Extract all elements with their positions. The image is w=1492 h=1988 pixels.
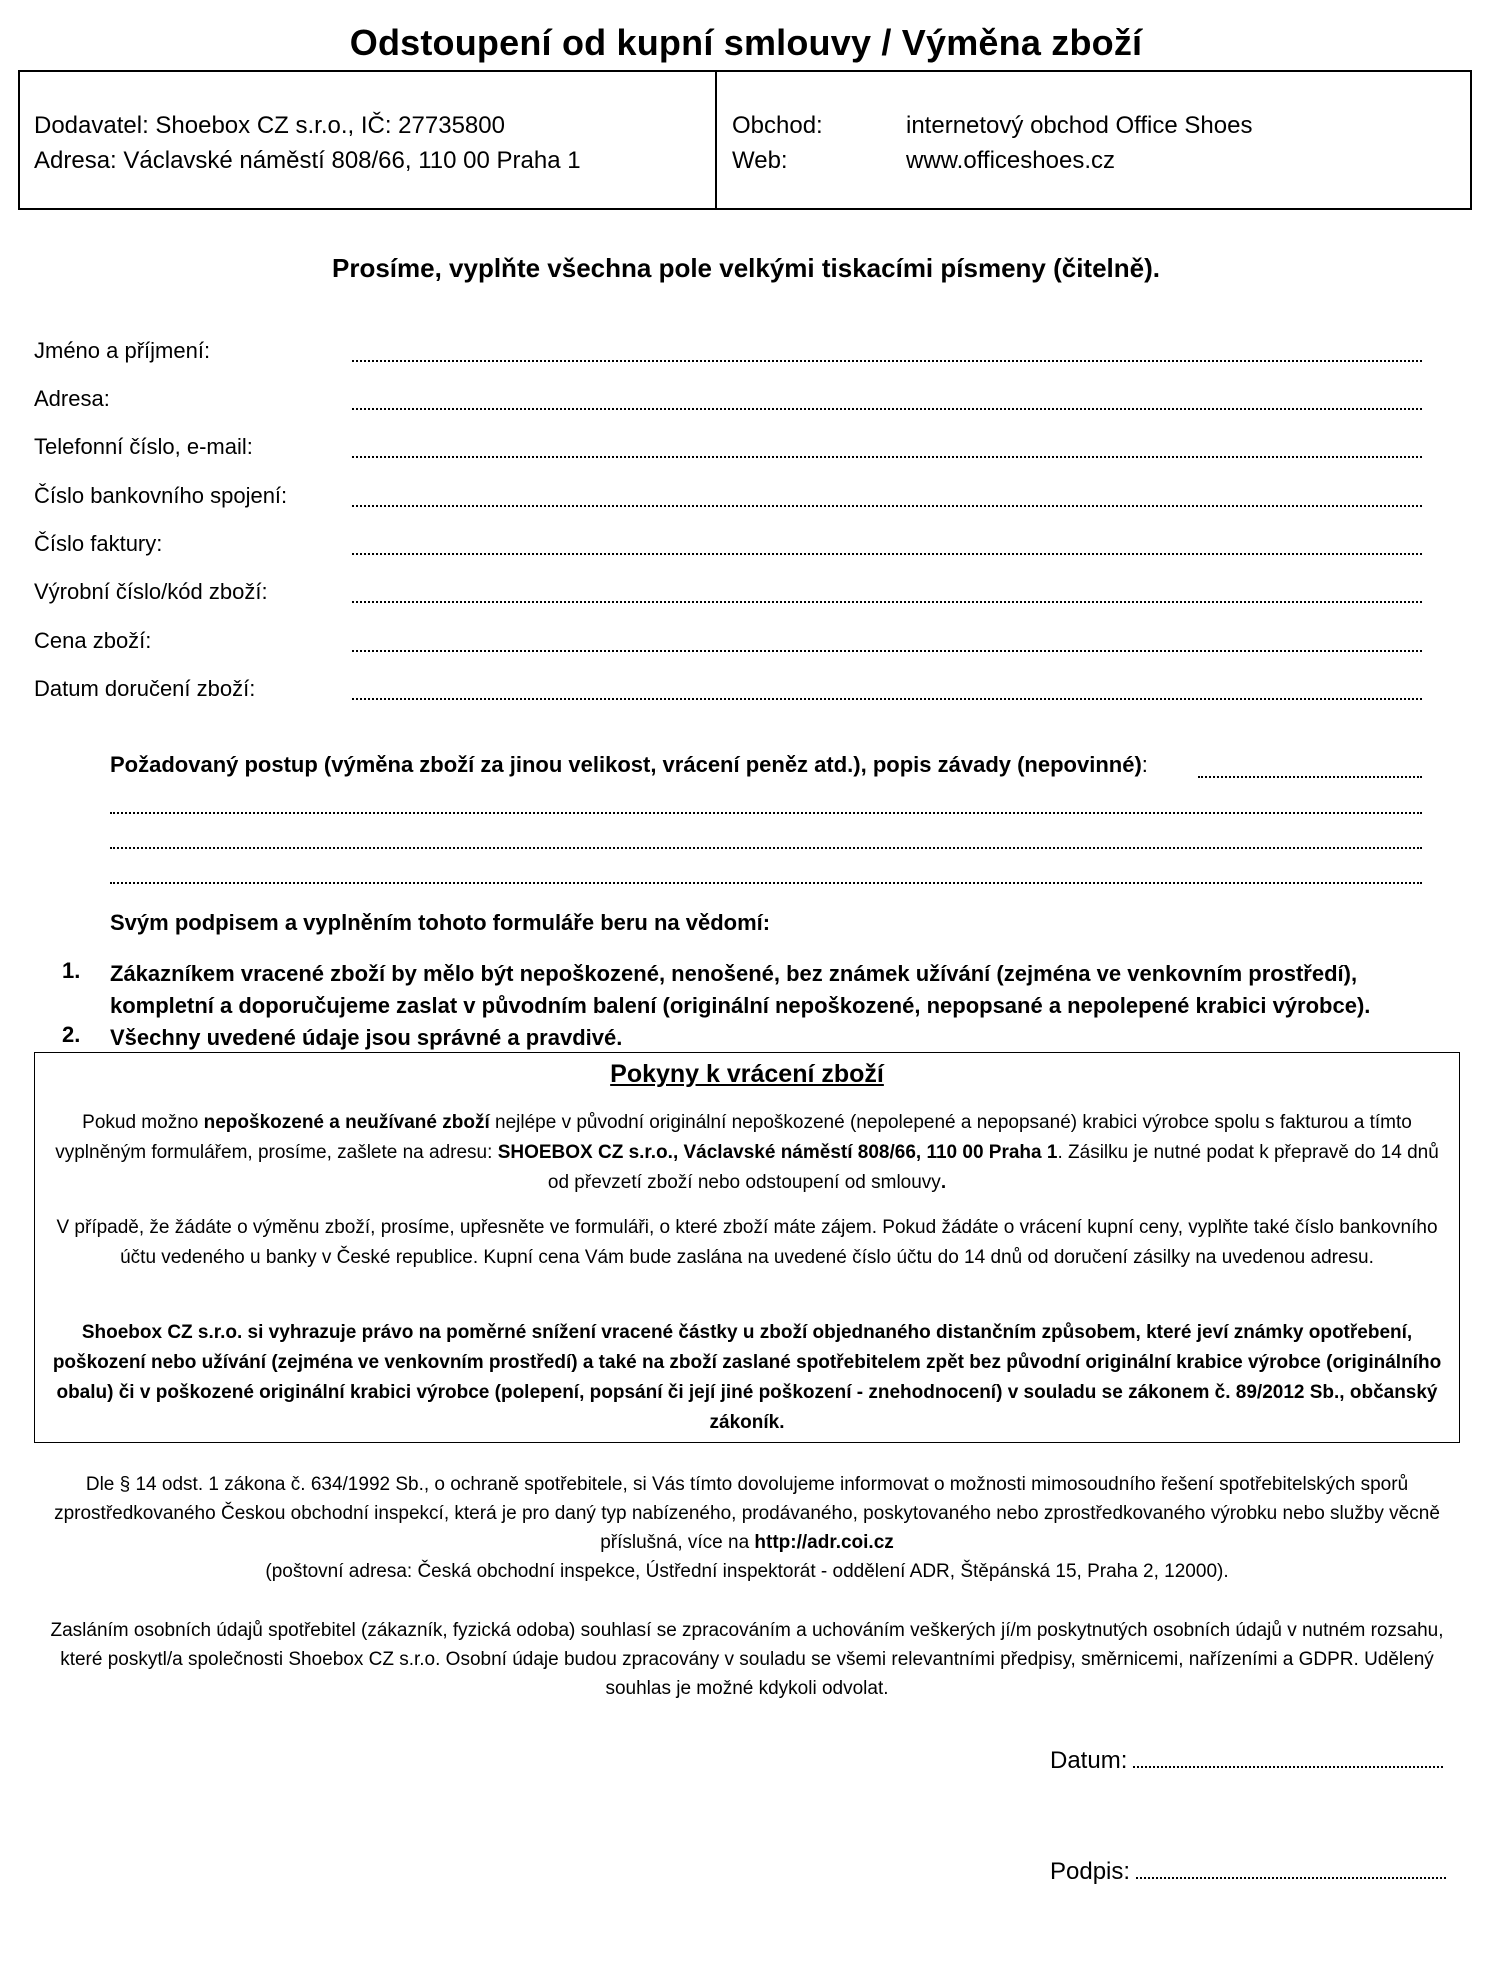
page-title: Odstoupení od kupní smlouvy / Výměna zboží <box>349 22 1143 63</box>
address-line: Adresa: Václavské náměstí 808/66, 110 00 Praha 1 <box>34 147 581 174</box>
acknowledgement-title: Svým podpisem a vyplněním tohoto formuláře beru na vědomí: <box>110 910 771 935</box>
signature-row <box>1050 1858 1446 1886</box>
field-label-invoice-number: Číslo faktury: <box>34 531 163 556</box>
procedure-label-colon: : <box>1141 752 1148 777</box>
web-label: Web: <box>732 147 788 174</box>
ack-item-number-2: 2. <box>62 1022 81 1047</box>
field-line-bank-account[interactable] <box>352 505 1422 507</box>
p1-text-a: Pokud možno <box>82 1112 204 1133</box>
p1-text-c: nejlépe v původní originální nepoškozené (nepolepené a nepopsané) krabici výrobce spolu s fakturou a tímto vyplněným formulářem, prosíme, zašlete na adresu: <box>55 1112 1412 1163</box>
shop-info <box>732 108 1252 178</box>
header-divider <box>715 70 717 210</box>
signature-line[interactable] <box>1136 1877 1446 1879</box>
procedure-line-2[interactable] <box>110 812 1422 814</box>
field-label-name: Jméno a příjmení: <box>34 338 211 363</box>
return-instructions-title: Pokyny k vrácení zboží <box>610 1060 884 1088</box>
field-line-product-code[interactable] <box>352 601 1422 603</box>
field-label-address: Adresa: <box>34 386 110 411</box>
shop-value: internetový obchod Office Shoes <box>906 112 1253 139</box>
ack-item-text-1: Zákazníkem vracené zboží by mělo být nepoškozené, nenošené, bez známek užívání (zejména ve venkovním prostředí), kompletní a doporučujeme zaslat v původním balení (originální nepoškozené, nepopsané a nepolepené krabici výrobce). <box>110 961 1371 1018</box>
field-line-phone-email[interactable] <box>352 456 1422 458</box>
date-line[interactable] <box>1133 1766 1443 1768</box>
date-label: Datum: <box>1050 1747 1128 1774</box>
field-line-price[interactable] <box>352 650 1422 652</box>
field-label-price: Cena zboží: <box>34 628 152 653</box>
shop-row <box>732 108 1252 143</box>
field-line-name[interactable] <box>352 360 1422 362</box>
web-value: www.officeshoes.cz <box>906 147 1115 174</box>
field-line-delivery-date[interactable] <box>352 698 1422 700</box>
field-label-bank-account: Číslo bankovního spojení: <box>34 483 288 508</box>
fill-instruction: Prosíme, vyplňte všechna pole velkými tiskacími písmeny (čitelně). <box>331 253 1160 283</box>
supplier-line: Dodavatel: Shoebox CZ s.r.o., IČ: 27735800 <box>34 112 505 139</box>
adr-notice <box>34 1470 1460 1586</box>
procedure-label <box>110 752 1148 778</box>
field-line-invoice-number[interactable] <box>352 553 1422 555</box>
adr-link[interactable]: http://adr.coi.cz <box>754 1532 894 1553</box>
ack-item-text-2: Všechny uvedené údaje jsou správné a pravdivé. <box>110 1025 623 1050</box>
field-label-delivery-date: Datum doručení zboží: <box>34 676 256 701</box>
p1-text-b: nepoškozené a neužívané zboží <box>203 1112 490 1133</box>
ack-item-number-1: 1. <box>62 958 81 983</box>
return-paragraph-1 <box>48 1108 1446 1198</box>
procedure-line-3[interactable] <box>110 847 1422 849</box>
procedure-label-text: Požadovaný postup (výměna zboží za jinou velikost, vrácení peněz atd.), popis závady (nepovinné) <box>110 752 1142 777</box>
p1-return-address: SHOEBOX CZ s.r.o., Václavské náměstí 808/66, 110 00 Praha 1 <box>497 1142 1058 1163</box>
signature-label: Podpis: <box>1050 1858 1131 1885</box>
procedure-line-4[interactable] <box>110 882 1422 884</box>
field-line-address[interactable] <box>352 408 1422 410</box>
supplier-info <box>34 108 581 178</box>
field-label-product-code: Výrobní číslo/kód zboží: <box>34 579 268 604</box>
procedure-line-1[interactable] <box>1198 776 1422 778</box>
shop-label: Obchod: <box>732 112 823 139</box>
adr-text: Dle § 14 odst. 1 zákona č. 634/1992 Sb., o ochraně spotřebitele, si Vás tímto dovolujeme informovat o možnosti mimosoudního řešení spotřebitelských sporů zprostředkovaného Českou obchodní inspekcí, která je pro daný typ nabízeného, prodávaného, poskytovaného nebo zprostředkovaného výrobku nebo služby věcně příslušná, více na <box>54 1474 1440 1553</box>
return-paragraph-3: Shoebox CZ s.r.o. si vyhrazuje právo na poměrné snížení vracené částky u zboží objednaného distančním způsobem, které jeví známky opotřebení, poškození nebo užívání (zejména ve venkovním prostředí) a také na zboží zaslané spotřebitelem zpět bez původní originální krabice výrobce (originálního obalu) či v poškozené originální krabici výrobce (polepení, popsání či její jiné poškození - znehodnocení) v souladu se zákonem č. 89/2012 Sb., občanský zákoník. <box>52 1322 1442 1433</box>
p1-text-f: . <box>940 1172 947 1193</box>
return-paragraph-2: V případě, že žádáte o výměnu zboží, prosíme, upřesněte ve formuláři, o které zboží máte zájem. Pokud žádáte o vrácení kupní ceny, vyplňte také číslo bankovního účtu vedeného u banky v České republice. Kupní cena Vám bude zaslána na uvedené číslo účtu do 14 dnů od doručení zásilky na uvedenou adresu. <box>56 1217 1438 1268</box>
p1-text-e: . Zásilku je nutné podat k přepravě do 14 dnů od převzetí zboží nebo odstoupení od smlouvy <box>547 1142 1439 1193</box>
date-row <box>1050 1747 1443 1775</box>
web-row <box>732 143 1252 178</box>
adr-address: (poštovní adresa: Česká obchodní inspekce, Ústřední inspektorát - oddělení ADR, Štěpánská 15, Praha 2, 12000). <box>265 1561 1229 1582</box>
gdpr-notice: Zasláním osobních údajů spotřebitel (zákazník, fyzická odoba) souhlasí se zpracováním a uchováním veškerých jí/m poskytnutých osobních údajů v nutném rozsahu, které poskytl/a společnosti Shoebox CZ s.r.o. Osobní údaje budou zpracovány v souladu se všemi relevantními předpisy, směrnicemi, nařízeními a GDPR. Udělený souhlas je možné kdykoli odvolat. <box>50 1620 1444 1699</box>
field-label-phone-email: Telefonní číslo, e-mail: <box>34 434 253 459</box>
